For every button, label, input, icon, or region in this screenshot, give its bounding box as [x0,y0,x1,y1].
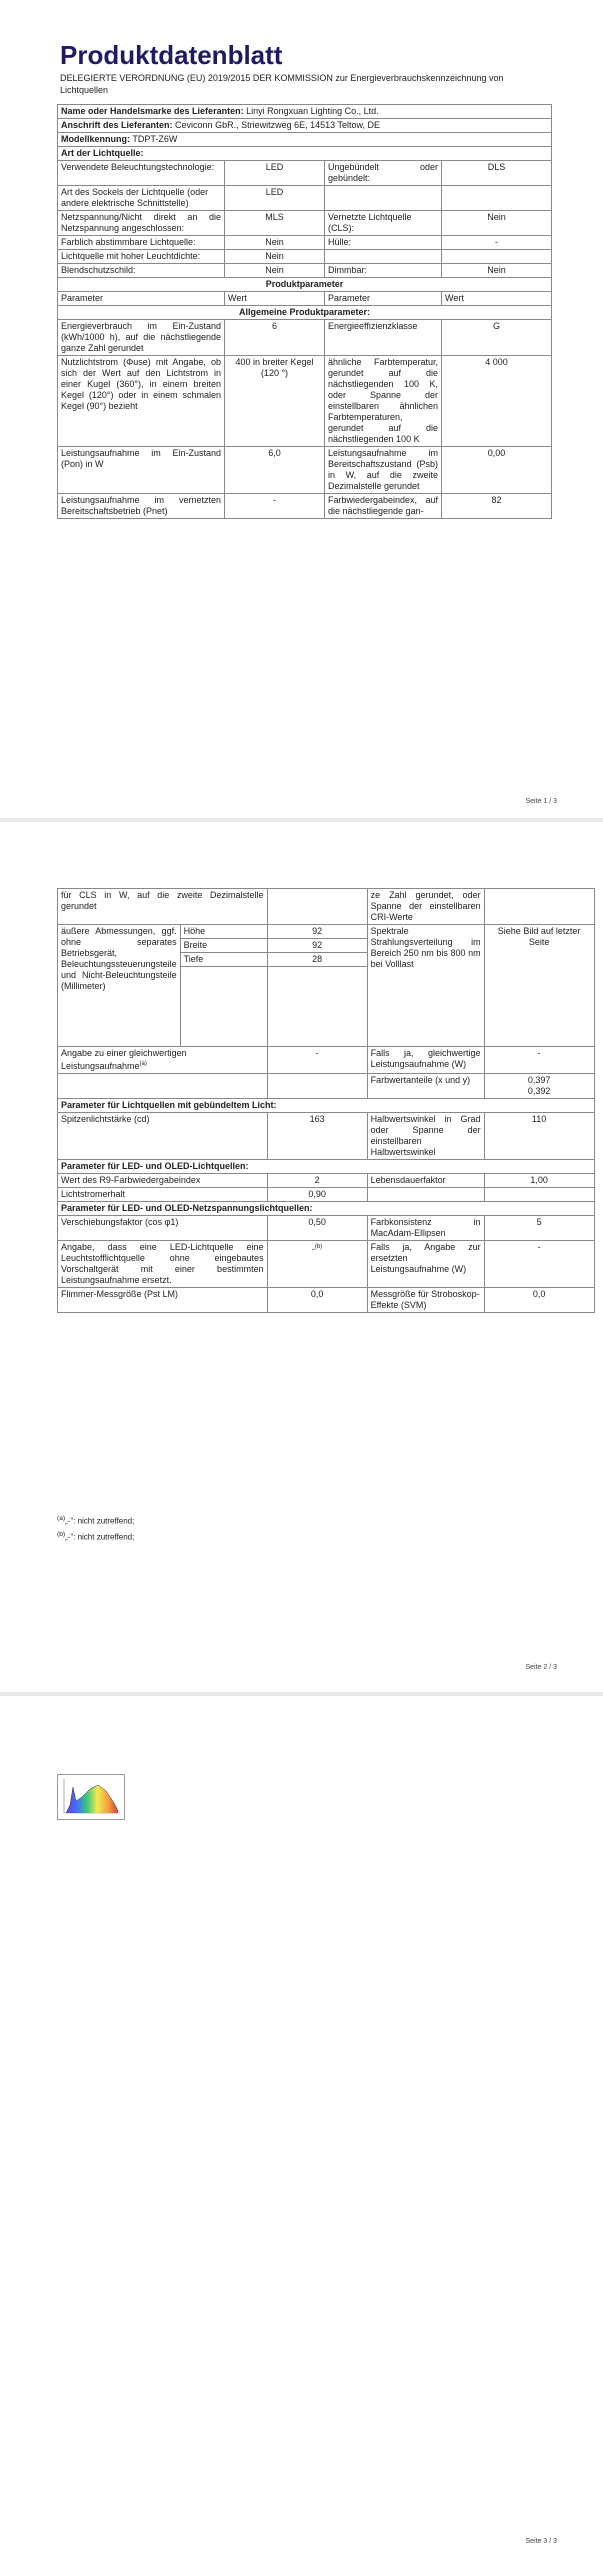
page-1 [0,0,603,818]
dimensions-label: äußere Abmessungen, ggf. ohne separates Betriebsgerät, Beleuchtungssteuerungsteile und Nicht-Beleuchtungsteile (Millimeter) [58,925,181,1047]
table-row: Blendschutzschild: Nein Dimmbar: Nein [58,264,552,278]
table-row: äußere Abmessungen, ggf. ohne separates Betriebsgerät, Beleuchtungssteuerungsteile und Nicht-Beleuchtungsteile (Millimeter) Höhe 92 Spektrale Strahlungsverteilung im Bereich 250 nm bis 800 nm bei Volllast Siehe Bild auf letzter Seite [58,925,595,939]
page-number: Seite 3 / 3 [525,2538,557,2545]
table-row: Farbwertanteile (x und y) 0,397 0,392 [58,1074,595,1099]
table-row: Art des Sockels der Lichtquelle (oder andere elektrische Schnittstelle) LED [58,186,552,211]
table-row: Angabe, dass eine LED-Lichtquelle eine Leuchtstofflichtquelle ohne eingebautes Vorschaltgerät mit einer bestimmten Leistungsaufnahme ersetzt. -$^{(b)}$ Falls ja, Angabe zur ersetzten Leistungsaufnahme (W) - [58,1241,595,1288]
table-row: Netzspannung/Nicht direkt an die Netzspannung angeschlossen: MLS Vernetzte Lichtquelle (CLS): Nein [58,211,552,236]
table-row: Verschiebungsfaktor (cos φ1) 0,50 Farbkonsistenz in MacAdam-Ellipsen 5 [58,1216,595,1241]
column-header-row: Parameter Wert Parameter Wert [58,292,552,306]
table-row: Tiefe 28 [58,953,595,967]
supplier-address-row: Anschrift des Lieferanten: Ceviconn GbR., Striewitzweg 6E, 14513 Teltow, DE [58,119,552,133]
general-params-heading: Allgemeine Produktparameter: [58,306,552,320]
spectrum-chart-image [57,1774,125,1820]
footnotes: $^{(a)}$„-“: nicht zutreffend; $^{(b)}$„-“: nicht zutreffend; [57,1515,135,1542]
page-2 [0,822,603,1692]
mains-heading: Parameter für LED- und OLED-Netzspannungslichtquellen: [58,1202,595,1216]
table-row: Angabe zu einer gleichwertigen Leistungsaufnahme$^{(a)}$ - Falls ja, gleichwertige Leistungsaufnahme (W) - [58,1047,595,1074]
table-row: Spitzenlichtstärke (cd) 163 Halbwertswinkel in Grad oder Spanne der einstellbaren Halbwertswinkel 110 [58,1113,595,1160]
product-data-table-page2 [57,888,595,1313]
document-title: Produktdatenblatt [60,40,283,70]
page-3 [0,1696,603,2560]
table-row: Lichtquelle mit hoher Leuchtdichte: Nein [58,250,552,264]
table-row: Verwendete Beleuchtungstechnologie: LED Ungebündelt oder gebündelt: DLS [58,161,552,186]
table-row: Flimmer-Messgröße (Pst LM) 0,0 Messgröße für Stroboskop-Effekte (SVM) 0,0 [58,1288,595,1313]
directional-heading: Parameter für Lichtquellen mit gebündeltem Licht: [58,1099,595,1113]
page-number: Seite 2 / 3 [525,1664,557,1671]
model-row: Modellkennung: TDPT-Z6W [58,133,552,147]
product-data-table-page1 [57,104,552,519]
led-heading: Parameter für LED- und OLED-Lichtquellen: [58,1160,595,1174]
table-row: Energieverbrauch im Ein-Zustand (kWh/1000 h), auf die nächstliegende ganze Zahl gerundet 6 Energieeffizienzklasse G [58,320,552,356]
document-subtitle: DELEGIERTE VERORDNUNG (EU) 2019/2015 DER KOMMISSION zur Energieverbrauchskennzeichnung von Lichtquellen [60,73,504,95]
page-number: Seite 1 / 3 [525,798,557,805]
table-row: Lichtstromerhalt 0,90 [58,1188,595,1202]
table-row: Nutzlichtstrom (Φuse) mit Angabe, ob sich der Wert auf den Lichtstrom in einer Kugel (360°), in einem breiten Kegel (120°) oder in einem schmalen Kegel (90°) bezieht 400 in breiter Kegel (120 °) ähnliche Farbtemperatur, gerundet auf die nächstliegenden 100 K, oder Spanne der einstellbaren ähnlichen Farbtemperaturen, gerundet auf die nächstliegenden 100 K 4 000 [58,356,552,447]
table-row: Wert des R9-Farbwiedergabeindex 2 Lebensdauerfaktor 1,00 [58,1174,595,1188]
product-params-heading: Produktparameter [58,278,552,292]
table-row: Leistungsaufnahme im vernetzten Bereitschaftsbetrieb (Pnet) - Farbwiedergabeindex, auf die nächstliegende gan- 82 [58,494,552,519]
table-row: Farblich abstimmbare Lichtquelle: Nein Hülle: - [58,236,552,250]
table-row: Breite 92 [58,939,595,953]
supplier-name-row: Name oder Handelsmarke des Lieferanten: Linyi Rongxuan Lighting Co., Ltd. [58,105,552,119]
table-row: für CLS in W, auf die zweite Dezimalstelle gerundet ze Zahl gerundet, oder Spanne der einstellbaren CRI-Werte [58,889,595,925]
light-source-heading: Art der Lichtquelle: [58,147,552,161]
table-row: Leistungsaufnahme im Ein-Zustand (Pon) in W 6,0 Leistungsaufnahme im Bereitschaftszustand (Psb) in W, auf die zweite Dezimalstelle gerundet 0,00 [58,447,552,494]
